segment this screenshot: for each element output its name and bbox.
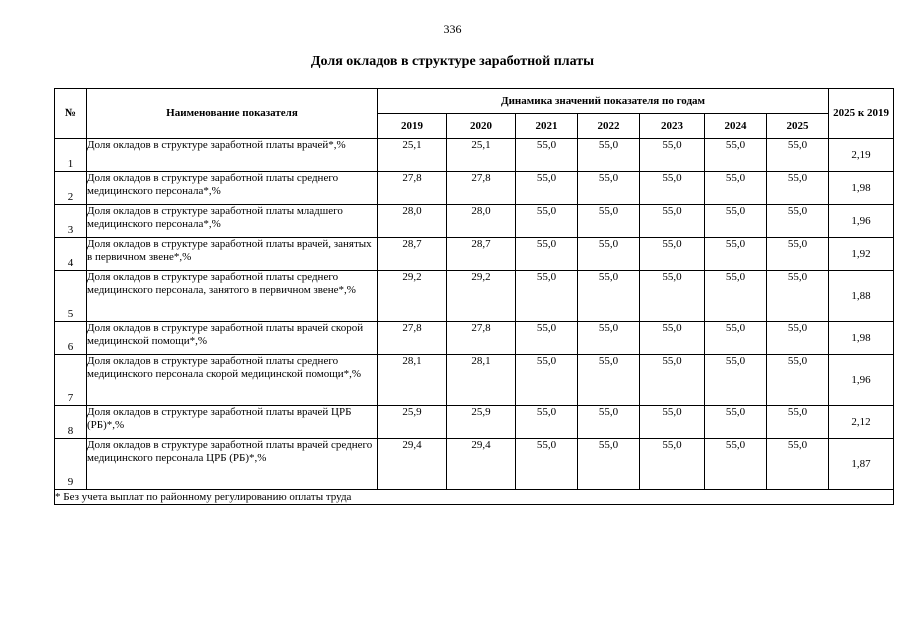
year-value-cell: 29,4 [447, 439, 516, 490]
row-number: 1 [55, 139, 87, 172]
ratio-cell: 1,92 [829, 238, 894, 271]
indicator-name: Доля окладов в структуре заработной платы врачей ЦРБ (РБ)*,% [87, 406, 378, 439]
year-value-cell: 29,4 [378, 439, 447, 490]
year-value-cell: 28,0 [447, 205, 516, 238]
table-row [55, 406, 894, 439]
row-number: 6 [55, 322, 87, 355]
year-value-cell: 55,0 [640, 172, 705, 205]
indicator-name: Доля окладов в структуре заработной платы врачей среднего медицинского персонала ЦРБ (РБ)*,% [87, 439, 378, 490]
col-dynamics-header: Динамика значений показателя по годам [378, 89, 829, 114]
indicator-name: Доля окладов в структуре заработной платы врачей скорой медицинской помощи*,% [87, 322, 378, 355]
year-value-cell: 55,0 [640, 322, 705, 355]
year-value-cell: 55,0 [705, 439, 767, 490]
ratio-cell: 1,96 [829, 205, 894, 238]
row-number: 3 [55, 205, 87, 238]
year-value-cell: 55,0 [767, 271, 829, 322]
table-row [55, 238, 894, 271]
footnote: * Без учета выплат по районному регулированию оплаты труда [55, 490, 894, 505]
table-row [55, 439, 894, 490]
indicator-name: Доля окладов в структуре заработной платы врачей, занятых в первичном звене*,% [87, 238, 378, 271]
year-value-cell: 27,8 [378, 322, 447, 355]
year-value-cell: 55,0 [767, 439, 829, 490]
year-value-cell: 29,2 [447, 271, 516, 322]
year-value-cell: 55,0 [578, 439, 640, 490]
table-row [55, 172, 894, 205]
year-header: 2024 [705, 114, 767, 139]
year-value-cell: 55,0 [578, 172, 640, 205]
ratio-cell: 1,98 [829, 172, 894, 205]
year-value-cell: 25,1 [447, 139, 516, 172]
year-value-cell: 55,0 [767, 322, 829, 355]
ratio-cell: 1,96 [829, 355, 894, 406]
row-number: 5 [55, 271, 87, 322]
ratio-cell: 2,12 [829, 406, 894, 439]
year-value-cell: 25,1 [378, 139, 447, 172]
year-value-cell: 55,0 [767, 355, 829, 406]
year-value-cell: 55,0 [640, 139, 705, 172]
indicator-name: Доля окладов в структуре заработной платы среднего медицинского персонала скорой медицинской помощи*,% [87, 355, 378, 406]
year-value-cell: 55,0 [578, 205, 640, 238]
year-value-cell: 28,7 [378, 238, 447, 271]
year-value-cell: 25,9 [447, 406, 516, 439]
year-value-cell: 55,0 [705, 322, 767, 355]
year-value-cell: 55,0 [705, 172, 767, 205]
page-number: 336 [443, 22, 462, 36]
year-value-cell: 27,8 [447, 322, 516, 355]
year-value-cell: 28,0 [378, 205, 447, 238]
col-num-header: № [55, 89, 87, 139]
year-header: 2019 [378, 114, 447, 139]
year-value-cell: 55,0 [705, 355, 767, 406]
year-value-cell: 55,0 [705, 238, 767, 271]
year-value-cell: 55,0 [767, 406, 829, 439]
table-body [55, 139, 894, 490]
indicator-name: Доля окладов в структуре заработной платы врачей*,% [87, 139, 378, 172]
page-title: Доля окладов в структуре заработной платы [310, 54, 595, 69]
table-row [55, 355, 894, 406]
ratio-cell: 1,98 [829, 322, 894, 355]
indicator-name: Доля окладов в структуре заработной платы младшего медицинского персонала*,% [87, 205, 378, 238]
year-value-cell: 28,7 [447, 238, 516, 271]
year-value-cell: 29,2 [378, 271, 447, 322]
indicator-name: Доля окладов в структуре заработной платы среднего медицинского персонала*,% [87, 172, 378, 205]
year-value-cell: 55,0 [640, 355, 705, 406]
table-row [55, 322, 894, 355]
year-value-cell: 55,0 [578, 322, 640, 355]
year-value-cell: 27,8 [378, 172, 447, 205]
row-number: 9 [55, 439, 87, 490]
year-value-cell: 55,0 [516, 172, 578, 205]
row-number: 4 [55, 238, 87, 271]
year-header: 2023 [640, 114, 705, 139]
ratio-cell: 2,19 [829, 139, 894, 172]
year-value-cell: 55,0 [767, 238, 829, 271]
ratio-cell: 1,88 [829, 271, 894, 322]
year-value-cell: 55,0 [516, 322, 578, 355]
row-number: 7 [55, 355, 87, 406]
year-value-cell: 55,0 [705, 271, 767, 322]
year-value-cell: 55,0 [516, 205, 578, 238]
year-value-cell: 55,0 [767, 205, 829, 238]
year-value-cell: 55,0 [516, 271, 578, 322]
year-value-cell: 55,0 [578, 139, 640, 172]
year-value-cell: 55,0 [516, 439, 578, 490]
year-value-cell: 55,0 [640, 406, 705, 439]
ratio-cell: 1,87 [829, 439, 894, 490]
year-value-cell: 55,0 [516, 355, 578, 406]
year-value-cell: 55,0 [578, 406, 640, 439]
year-value-cell: 55,0 [578, 271, 640, 322]
year-value-cell: 28,1 [378, 355, 447, 406]
year-value-cell: 55,0 [640, 271, 705, 322]
year-value-cell: 25,9 [378, 406, 447, 439]
year-value-cell: 55,0 [640, 238, 705, 271]
year-header: 2021 [516, 114, 578, 139]
year-value-cell: 55,0 [640, 205, 705, 238]
year-header: 2020 [447, 114, 516, 139]
year-value-cell: 55,0 [640, 439, 705, 490]
year-value-cell: 27,8 [447, 172, 516, 205]
year-value-cell: 55,0 [767, 172, 829, 205]
year-value-cell: 55,0 [705, 205, 767, 238]
year-value-cell: 55,0 [516, 139, 578, 172]
row-number: 8 [55, 406, 87, 439]
year-value-cell: 55,0 [516, 238, 578, 271]
row-number: 2 [55, 172, 87, 205]
table-row [55, 205, 894, 238]
year-value-cell: 55,0 [578, 238, 640, 271]
col-ratio-header: 2025 к 2019 [829, 89, 894, 139]
indicator-name: Доля окладов в структуре заработной платы среднего медицинского персонала, занятого в первичном звене*,% [87, 271, 378, 322]
salary-share-table [54, 88, 894, 505]
year-value-cell: 55,0 [705, 139, 767, 172]
year-value-cell: 55,0 [516, 406, 578, 439]
year-header: 2025 [767, 114, 829, 139]
col-name-header: Наименование показателя [87, 89, 378, 139]
table-row [55, 271, 894, 322]
year-value-cell: 55,0 [578, 355, 640, 406]
year-value-cell: 28,1 [447, 355, 516, 406]
year-header: 2022 [578, 114, 640, 139]
year-value-cell: 55,0 [767, 139, 829, 172]
year-value-cell: 55,0 [705, 406, 767, 439]
table-row [55, 139, 894, 172]
